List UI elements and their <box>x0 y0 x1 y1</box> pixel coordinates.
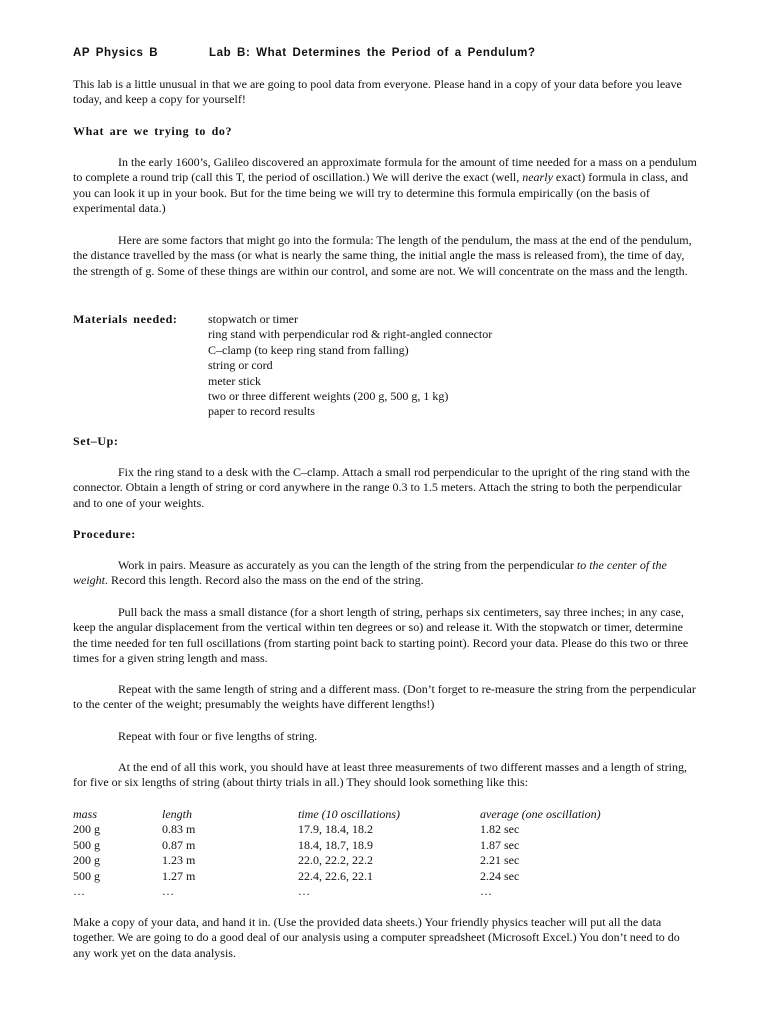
procedure-paragraph-2: Pull back the mass a small distance (for a short length of string, perhaps six centimeters, say three inches; in any case, keep the angular displacement from the vertical within ten degrees or so) and release it. With the stopwatch or timer, determine the time needed for ten full oscillations (from starting point back to starting point). Record your data. Please do this two or three times for a given string length and mass. <box>73 605 689 666</box>
sample-data-table <box>73 807 680 899</box>
table-cell: 2.21 sec <box>480 853 520 868</box>
materials-item: stopwatch or timer <box>208 312 298 326</box>
materials-item: paper to record results <box>208 404 315 419</box>
materials-item: ring stand with perpendicular rod & right-angled connector <box>208 327 493 342</box>
table-header-row <box>73 807 680 822</box>
table-row <box>73 838 680 853</box>
course-title: AP Physics B <box>73 47 159 59</box>
goal-paragraph-2: Here are some factors that might go into the formula: The length of the pendulum, the mass at the end of the pendulum, the distance travelled by the mass (or what is nearly the same thing, the initial angle the mass is released from), the time of day, the strength of g. Some of these things are within our control, and some are not. We will concentrate on the mass and the length. <box>73 233 692 278</box>
page-header <box>73 46 536 61</box>
goal-paragraph-1: In the early 1600’s, Galileo discovered an approximate formula for the amount of time needed for a mass on a pendulum to complete a round trip (call this T, the period of oscillation.) We will derive the exact (well, nearly exact) formula in class, and you can look it up in your book. But for the time being we will try to determine this formula empirically (on the basis of experimental data.) <box>73 155 697 216</box>
table-cell: … <box>162 884 174 899</box>
table-cell: 500 g <box>73 837 100 852</box>
table-row <box>73 822 680 837</box>
procedure-paragraph-1: Work in pairs. Measure as accurately as you can the length of the string from the perpendicular to the center of the weight. Record this length. Record also the mass on the end of the string. <box>73 558 667 588</box>
table-row <box>73 869 680 884</box>
closing-paragraph: Make a copy of your data, and hand it in. (Use the provided data sheets.) Your friendly physics teacher will put all the data together. We are going to do a good deal of our analysis using a computer spreadsheet (Microsoft Excel.) You don’t need to do any work yet on the data analysis. <box>73 915 680 960</box>
table-row <box>73 853 680 868</box>
section-heading-setup: Set–Up: <box>73 434 119 448</box>
lab-title: Lab B: What Determines the Period of a Pendulum? <box>209 47 536 59</box>
materials-item: two or three different weights (200 g, 500 g, 1 kg) <box>208 389 449 404</box>
emphasis-nearly: nearly <box>522 170 553 185</box>
table-cell: 0.87 m <box>162 837 196 852</box>
table-cell: … <box>73 884 85 899</box>
procedure-paragraph-5: At the end of all this work, you should have at least three measurements of two different masses and a length of string, for five or six lengths of string (about thirty trials in all.) They should look something like this: <box>73 760 687 790</box>
column-header: average (one oscillation) <box>480 807 601 821</box>
table-cell: 200 g <box>73 853 100 868</box>
table-cell: 18.4, 18.7, 18.9 <box>298 837 373 852</box>
materials-item: C–clamp (to keep ring stand from falling) <box>208 342 409 357</box>
table-cell: 22.0, 22.2, 22.2 <box>298 853 373 868</box>
materials-list <box>208 312 492 420</box>
column-header: time (10 oscillations) <box>298 807 400 821</box>
section-heading-goal: What are we trying to do? <box>73 124 233 138</box>
table-cell: 1.23 m <box>162 853 196 868</box>
setup-paragraph: Fix the ring stand to a desk with the C–clamp. Attach a small rod perpendicular to the upright of the ring stand with the connector. Obtain a length of string or cord anywhere in the range 0.3 to 1.5 meters. Attach the string to both the perpendicular and to one of your weights. <box>73 465 690 510</box>
table-cell: 22.4, 22.6, 22.1 <box>298 868 373 883</box>
table-cell: 200 g <box>73 822 100 837</box>
intro-paragraph: This lab is a little unusual in that we are going to pool data from everyone. Please hand in a copy of your data before you leave today, and keep a copy for yourself! <box>73 77 682 107</box>
table-cell: 1.87 sec <box>480 837 520 852</box>
table-cell: … <box>298 884 310 899</box>
table-cell: … <box>480 884 492 899</box>
procedure-paragraph-3: Repeat with the same length of string and a different mass. (Don’t forget to re-measure the string from the perpendicular to the center of the weight; presumably the weights have different lengths!) <box>73 682 696 712</box>
column-header: length <box>162 807 192 821</box>
table-cell: 1.82 sec <box>480 822 520 837</box>
procedure-paragraph-4: Repeat with four or five lengths of string. <box>118 729 318 743</box>
materials-item: meter stick <box>208 373 261 388</box>
column-header: mass <box>73 807 98 821</box>
section-heading-materials: Materials needed: <box>73 312 178 326</box>
materials-item: string or cord <box>208 358 273 373</box>
table-row <box>73 884 680 899</box>
table-cell: 2.24 sec <box>480 868 520 883</box>
table-cell: 0.83 m <box>162 822 196 837</box>
table-cell: 500 g <box>73 868 100 883</box>
table-cell: 1.27 m <box>162 868 196 883</box>
table-cell: 17.9, 18.4, 18.2 <box>298 822 373 837</box>
section-heading-procedure: Procedure: <box>73 527 136 541</box>
emphasis-center-of-weight: to the center of the weight <box>73 558 667 588</box>
